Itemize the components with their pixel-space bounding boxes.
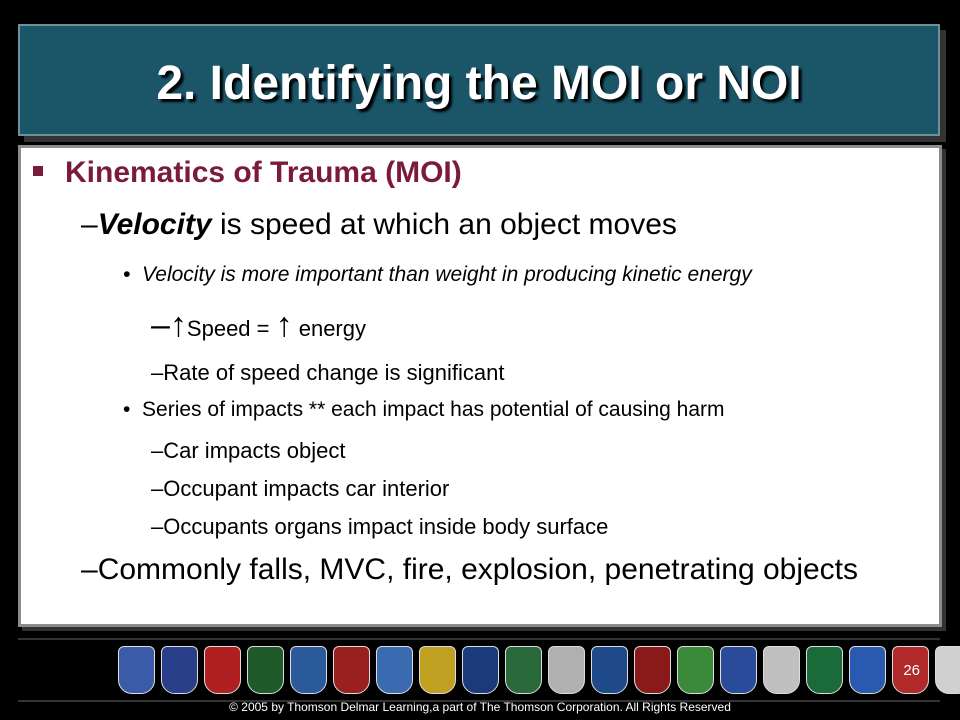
dash-icon: – <box>151 306 170 344</box>
car-line <box>151 438 345 464</box>
dash-icon: – <box>81 208 98 241</box>
content-box <box>18 145 942 627</box>
occupant-line <box>151 476 449 502</box>
speed-text: Speed = <box>186 316 276 341</box>
emergency-patches-strip <box>118 646 960 698</box>
velocity-rest: is speed at which an object moves <box>211 208 677 241</box>
series-line <box>123 398 725 422</box>
velocity-note: Velocity is more important than weight in producing kinetic energy <box>142 263 752 286</box>
dash-icon: – <box>151 514 164 539</box>
velocity-bold: Velocity <box>97 208 212 241</box>
rate-text: Rate of speed change is significant <box>163 360 505 385</box>
series-text: Series of impacts ** each impact has potential of causing harm <box>142 398 725 421</box>
emergency-patch-icon <box>419 646 456 694</box>
emergency-patch-icon <box>849 646 886 694</box>
emergency-patch-icon <box>763 646 800 694</box>
emergency-patch-icon <box>290 646 327 694</box>
dash-icon: – <box>151 476 164 501</box>
dash-icon: – <box>81 553 98 586</box>
title-bar <box>18 24 940 136</box>
page-number: 26 <box>903 662 920 679</box>
footer-band <box>18 638 940 702</box>
emergency-patch-icon <box>247 646 284 694</box>
emergency-patch-icon <box>935 646 960 694</box>
emergency-patch-icon <box>548 646 585 694</box>
emergency-patch-icon <box>505 646 542 694</box>
energy-text: energy <box>292 316 366 341</box>
common-line <box>81 553 858 587</box>
dash-icon: – <box>151 360 164 385</box>
dash-icon: – <box>151 438 164 463</box>
arrow-line <box>151 306 366 345</box>
copyright: © 2005 by Thomson Delmar Learning,a part of The Thomson Corporation. All Rights Reserved <box>229 700 731 714</box>
dot-bullet-icon: • <box>123 398 143 421</box>
emergency-patch-icon <box>161 646 198 694</box>
emergency-patch-icon <box>591 646 628 694</box>
rate-line <box>151 360 504 386</box>
emergency-patch-icon <box>118 646 155 694</box>
emergency-patch-icon <box>720 646 757 694</box>
level1-text: Kinematics of Trauma (MOI) <box>65 156 462 189</box>
up-arrow-icon: ↑ <box>169 306 187 344</box>
square-bullet-icon <box>33 166 43 176</box>
organs-line <box>151 514 608 540</box>
emergency-patch-icon <box>806 646 843 694</box>
occupant-text: Occupant impacts car interior <box>163 476 450 501</box>
emergency-patch-icon <box>204 646 241 694</box>
emergency-patch-icon <box>677 646 714 694</box>
velocity-note-line <box>123 263 752 287</box>
velocity-line <box>81 208 677 242</box>
emergency-patch-icon <box>376 646 413 694</box>
emergency-patch-icon <box>333 646 370 694</box>
level1-bullet <box>33 156 462 190</box>
dot-bullet-icon: • <box>123 263 143 286</box>
emergency-patch-icon <box>462 646 499 694</box>
common-text: Commonly falls, MVC, fire, explosion, penetrating objects <box>97 553 859 586</box>
car-text: Car impacts object <box>163 438 346 463</box>
emergency-patch-icon <box>634 646 671 694</box>
organs-text: Occupants organs impact inside body surface <box>163 514 609 539</box>
up-arrow-icon: ↑ <box>275 306 293 344</box>
slide-title: 2. Identifying the MOI or NOI <box>156 57 802 110</box>
